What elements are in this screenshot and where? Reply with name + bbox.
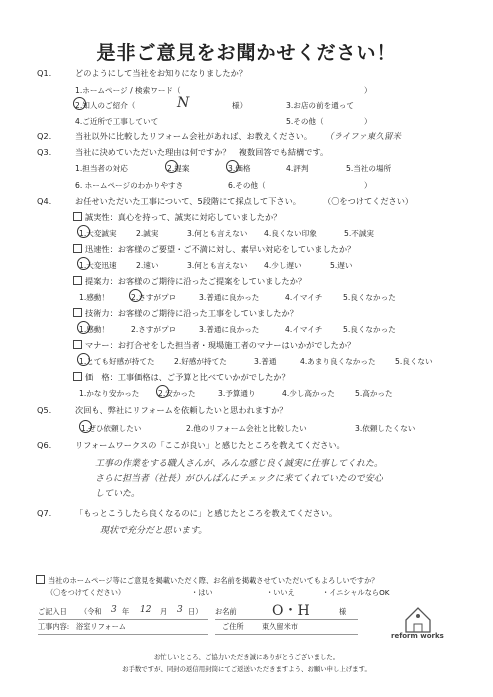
q4-item-option[interactable]: 1.感動！: [79, 325, 110, 334]
q3-option-7-close: ）: [364, 181, 372, 190]
q4-item-option[interactable]: 1.感動！: [79, 293, 110, 302]
checkbox-icon: [36, 575, 45, 584]
work-label: 工事内容:: [38, 622, 70, 631]
q4-item-option[interactable]: 1.とても好感が持てた: [79, 357, 155, 366]
q1-option-5[interactable]: 5.その他（: [286, 117, 324, 126]
q5-option-2[interactable]: 2.他のリフォーム会社と比較したい: [186, 424, 307, 433]
consent-yes[interactable]: ・はい: [191, 588, 213, 597]
date-day[interactable]: 3: [177, 605, 183, 615]
q4-item-label: 誠実性：真心を持って、誠実に対応していましたか？: [73, 212, 281, 223]
q2-handwriting: （ライファ東久留米: [325, 132, 401, 142]
company-logo: [383, 600, 453, 644]
q3-option-5[interactable]: 5.当社の場所: [346, 164, 392, 173]
date-year-unit: 年: [122, 607, 130, 616]
q3-question: 当社に決めていただいた理由は何ですか？ 複数回答でも結構です。: [75, 147, 329, 157]
q4-item-option[interactable]: 2.さすがプロ: [131, 325, 177, 334]
checkbox-icon: [73, 244, 82, 253]
q4-item-option[interactable]: 4.良くない印象: [264, 229, 317, 238]
q4-item-label: 技術力：お客様のご期待に沿った工事をしていましたか？: [73, 308, 298, 319]
q4-item-option[interactable]: 5.不誠実: [344, 229, 375, 238]
q4-item-option[interactable]: 5.高かった: [355, 389, 393, 398]
q1-question: どのようにして当社をお知りになりましたか？: [75, 68, 247, 78]
date-day-unit: 日）: [188, 607, 203, 616]
q1-option-1-close: ）: [364, 86, 372, 95]
q1-option-3[interactable]: 3.お店の前を通って: [286, 101, 354, 110]
q1-number: Q1.: [37, 68, 52, 78]
q6-number: Q6.: [37, 440, 52, 450]
q4-item-label: 提案力：お客様のご期待に沿ったご提案をしていましたか？: [73, 276, 306, 287]
q1-option-1[interactable]: 1.ホームページ / 検索ワード（: [75, 86, 181, 95]
name-label: お名前: [215, 607, 237, 616]
q1-option-4[interactable]: 4.ご近所で工事していて: [75, 117, 159, 126]
q4-item-label: 迅速性：お客様のご要望・ご不満に対し、素早い対応をしていましたか？: [73, 244, 355, 255]
name-suffix: 様: [339, 607, 347, 616]
work-underline: [38, 634, 208, 635]
q4-item-label: 価 格：工事価格は、ご予算と比べていかがでしたか？: [73, 372, 290, 383]
q3-option-2[interactable]: 2.提案: [167, 164, 190, 173]
q4-item-option[interactable]: 3.普通に良かった: [199, 325, 260, 334]
q4-item-option[interactable]: 1.大変迅速: [79, 261, 117, 270]
name-underline: [215, 619, 358, 620]
q4-item-option[interactable]: 4.イマイチ: [285, 293, 323, 302]
q4-item-option[interactable]: 3.予算通り: [218, 389, 256, 398]
date-year[interactable]: 3: [111, 605, 117, 615]
thanks-line-2: お手数ですが、同封の返信用封筒にてご返送いただきますよう、お願い申し上げます。: [122, 665, 371, 673]
q3-number: Q3.: [37, 147, 52, 157]
q4-item-option[interactable]: 5.良くない: [395, 357, 433, 366]
consent-initial[interactable]: ・イニシャルならOK: [322, 588, 390, 597]
q5-question: 次回も、弊社にリフォームを依頼したいと思われますか？: [75, 405, 288, 415]
work-value[interactable]: 浴室リフォーム: [76, 622, 126, 631]
q5-option-3[interactable]: 3.依頼したくない: [355, 424, 416, 433]
q4-item-option[interactable]: 1.かなり安かった: [79, 389, 140, 398]
q1-option-2[interactable]: 2.知人のご紹介（: [75, 101, 136, 110]
date-month[interactable]: 12: [140, 605, 152, 615]
q3-option-4[interactable]: 4.評判: [286, 164, 309, 173]
q7-number: Q7.: [37, 508, 52, 518]
consent-question: 当社のホームページ等にご意見を掲載いただく際、お名前を掲載させていただいてもよろしいですか？: [36, 575, 379, 586]
q5-option-1[interactable]: 1.ぜひ依頼したい: [81, 424, 142, 433]
q3-option-1[interactable]: 1.担当者の対応: [75, 164, 128, 173]
checkbox-icon: [73, 340, 82, 349]
q2-number: Q2.: [37, 131, 52, 141]
date-era: （令和: [80, 607, 102, 616]
q2-question: 当社以外に比較したリフォーム会社があれば、お教えください。: [75, 131, 313, 141]
q4-item-option[interactable]: 1.大変誠実: [79, 229, 117, 238]
address-value[interactable]: 東久留米市: [262, 622, 298, 631]
q3-option-7[interactable]: 6.その他（: [228, 181, 266, 190]
q7-question: 「もっとこうしたら良くなるのに」と感じたところを教えてください。: [75, 508, 338, 518]
q4-item-option[interactable]: 2.安かった: [158, 389, 196, 398]
checkbox-icon: [73, 372, 82, 381]
date-label: ご記入日: [38, 607, 67, 616]
q4-item-option[interactable]: 2.速い: [136, 261, 159, 270]
q1-referrer-handwriting: N: [177, 95, 190, 111]
radio-icon: ・: [266, 588, 274, 597]
q4-number: Q4.: [37, 196, 52, 206]
q4-item-option[interactable]: 4.少し遅い: [264, 261, 302, 270]
q4-item-option[interactable]: 4.イマイチ: [285, 325, 323, 334]
checkbox-icon: [73, 308, 82, 317]
name-value[interactable]: O・H: [272, 603, 310, 619]
q4-item-option[interactable]: 5.良くなかった: [343, 293, 396, 302]
q4-note: （〇をつけてください）: [323, 196, 414, 206]
date-month-unit: 月: [160, 607, 168, 616]
thanks-line-1: お忙しいところ、ご協力いただき誠にありがとうございました。: [153, 653, 340, 661]
q4-item-option[interactable]: 3.普通: [254, 357, 277, 366]
page-title: 是非ご意見をお聞かせください！: [96, 42, 397, 64]
consent-no[interactable]: ・いいえ: [266, 588, 295, 597]
q4-item-option[interactable]: 4.少し高かった: [282, 389, 335, 398]
q6-answer-line-2: さらに担当者（社長）がひんぱんにチェックに来てくれていたので安心: [95, 474, 383, 484]
q7-answer: 現状で充分だと思います。: [100, 526, 208, 536]
address-label: ご住所: [222, 622, 244, 631]
q4-item-option[interactable]: 3.普通に良かった: [199, 293, 260, 302]
q4-item-option[interactable]: 4.あまり良くなかった: [300, 357, 376, 366]
date-underline: [38, 619, 208, 620]
q4-item-option[interactable]: 5.良くなかった: [343, 325, 396, 334]
logo-text: reform works: [391, 632, 444, 640]
q4-item-option[interactable]: 2.誠実: [136, 229, 159, 238]
q4-item-label: マナー：お打合せをした担当者・現場施工者のマナーはいかがでしたか？: [73, 340, 355, 351]
q4-question: お任せいただいた工事について、5段階にて採点して下さい。: [75, 196, 301, 206]
checkbox-icon: [73, 212, 82, 221]
q6-answer-line-3: していた。: [95, 489, 141, 499]
q1-option-2-tail: 様）: [232, 101, 248, 110]
checkbox-icon: [73, 276, 82, 285]
q3-option-3[interactable]: 3.価格: [228, 164, 251, 173]
q4-item-option[interactable]: 2.好感が持てた: [174, 357, 227, 366]
q4-item-option[interactable]: 5.遅い: [330, 261, 353, 270]
q4-item-option[interactable]: 3.何とも言えない: [187, 261, 248, 270]
radio-icon: ・: [191, 588, 199, 597]
q5-number: Q5.: [37, 405, 52, 415]
q4-item-option[interactable]: 3.何とも言えない: [187, 229, 248, 238]
radio-icon: ・: [322, 588, 330, 597]
q6-question: リフォームワークスの「ここが良い」と感じたところを教えてください。: [75, 440, 345, 450]
q1-option-5-close: ）: [364, 117, 372, 126]
q4-item-option[interactable]: 2.さすがプロ: [131, 293, 177, 302]
q3-option-6[interactable]: 6. ホームページのわかりやすさ: [75, 181, 184, 190]
q6-answer-line-1: 工事の作業をする職人さんが、みんな感じ良く誠実に仕事してくれた。: [95, 459, 384, 469]
address-underline: [215, 634, 358, 635]
consent-note: （〇をつけてください）: [46, 588, 126, 597]
